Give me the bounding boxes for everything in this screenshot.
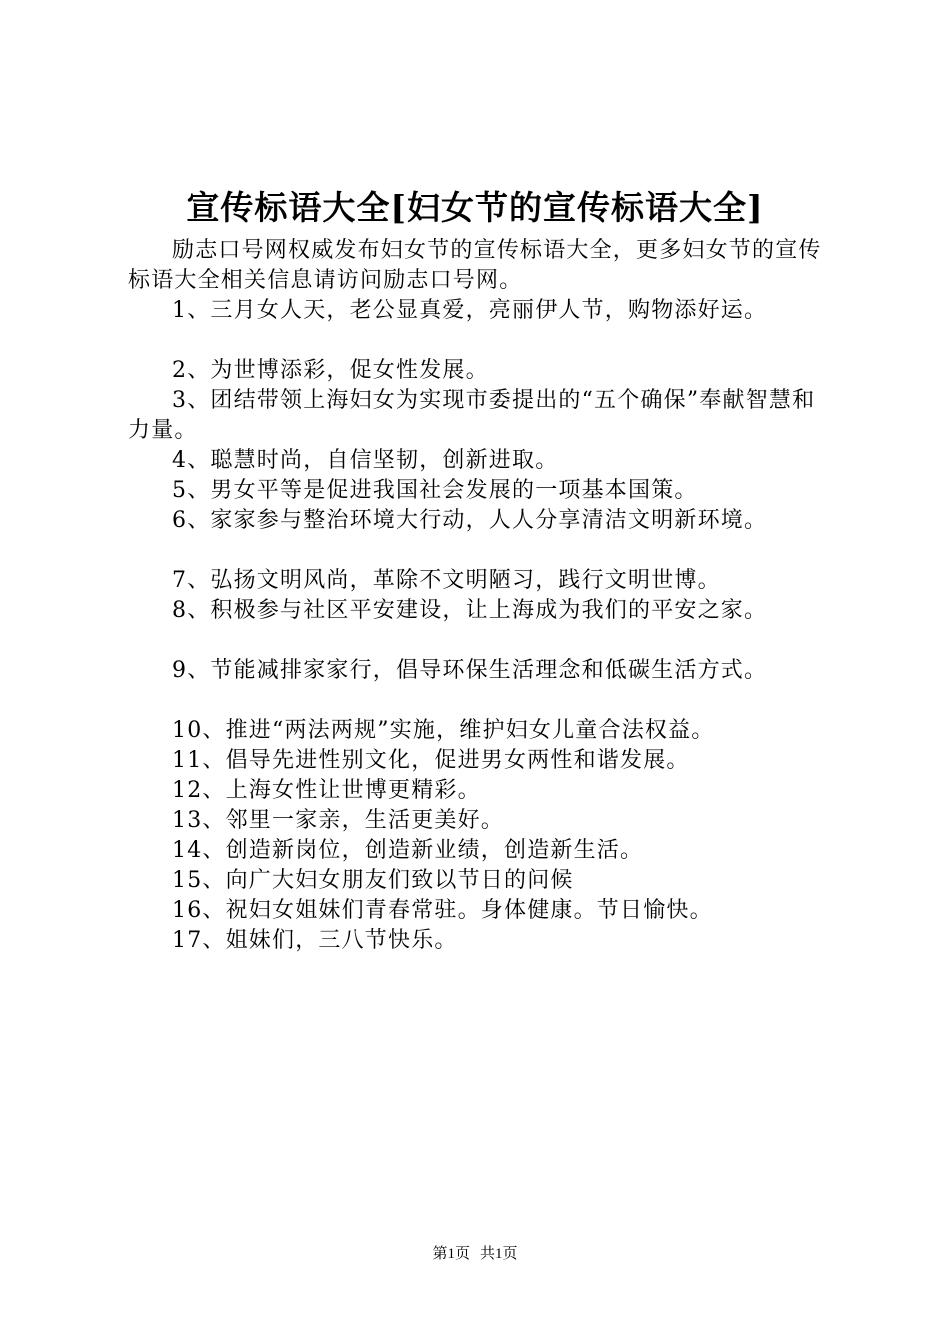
page-footer [0, 1244, 950, 1264]
slogan-item-6: 6、家家参与整治环境大行动，人人分享清洁文明新环境。 [172, 508, 768, 533]
blank-line [128, 686, 828, 716]
page-number-current: 第1页 [432, 1246, 470, 1262]
slogan-item-8: 8、积极参与社区平安建设，让上海成为我们的平安之家。 [172, 598, 768, 623]
blank-line [128, 536, 828, 566]
slogan-item-11: 11、倡导先进性别文化，促进男女两性和谐发展。 [172, 748, 690, 773]
document-body [128, 236, 828, 956]
slogan-item-13: 13、邻里一家亲，生活更美好。 [172, 808, 504, 833]
slogan-item-14: 14、创造新岗位，创造新业绩，创造新生活。 [172, 838, 644, 863]
page-number-total: 共1页 [480, 1246, 518, 1262]
slogan-item-5: 5、男女平等是促进我国社会发展的一项基本国策。 [172, 478, 698, 503]
slogan-item-16: 16、祝妇女姐妹们青春常驻。身体健康。节日愉快。 [172, 898, 713, 923]
slogan-item-7: 7、弘扬文明风尚，革除不文明陋习，践行文明世博。 [172, 568, 721, 593]
slogan-item-1: 1、三月女人天，老公显真爱，亮丽伊人节，购物添好运。 [172, 298, 768, 323]
blank-line [128, 626, 828, 656]
slogan-item-17: 17、姐妹们，三八节快乐。 [172, 928, 458, 953]
slogan-item-12: 12、上海女性让世博更精彩。 [172, 778, 481, 803]
document-title: 宣传标语大全[妇女节的宣传标语大全] [186, 188, 764, 227]
blank-line [128, 326, 828, 356]
slogan-item-3: 3、团结带领上海妇女为实现市委提出的“五个确保”奉献智慧和力量。 [128, 388, 816, 443]
slogan-item-9: 9、节能减排家家行，倡导环保生活理念和低碳生活方式。 [172, 658, 768, 683]
slogan-item-2: 2、为世博添彩，促女性发展。 [172, 358, 489, 383]
slogan-item-10: 10、推进“两法两规”实施，维护妇女儿童合法权益。 [172, 718, 715, 743]
slogan-item-4: 4、聪慧时尚，自信坚韧，创新进取。 [172, 448, 559, 473]
intro-paragraph: 励志口号网权威发布妇女节的宣传标语大全，更多妇女节的宣传标语大全相关信息请访问励志口号网。 [128, 238, 822, 293]
slogan-item-15: 15、向广大妇女朋友们致以节日的问候 [172, 868, 574, 893]
